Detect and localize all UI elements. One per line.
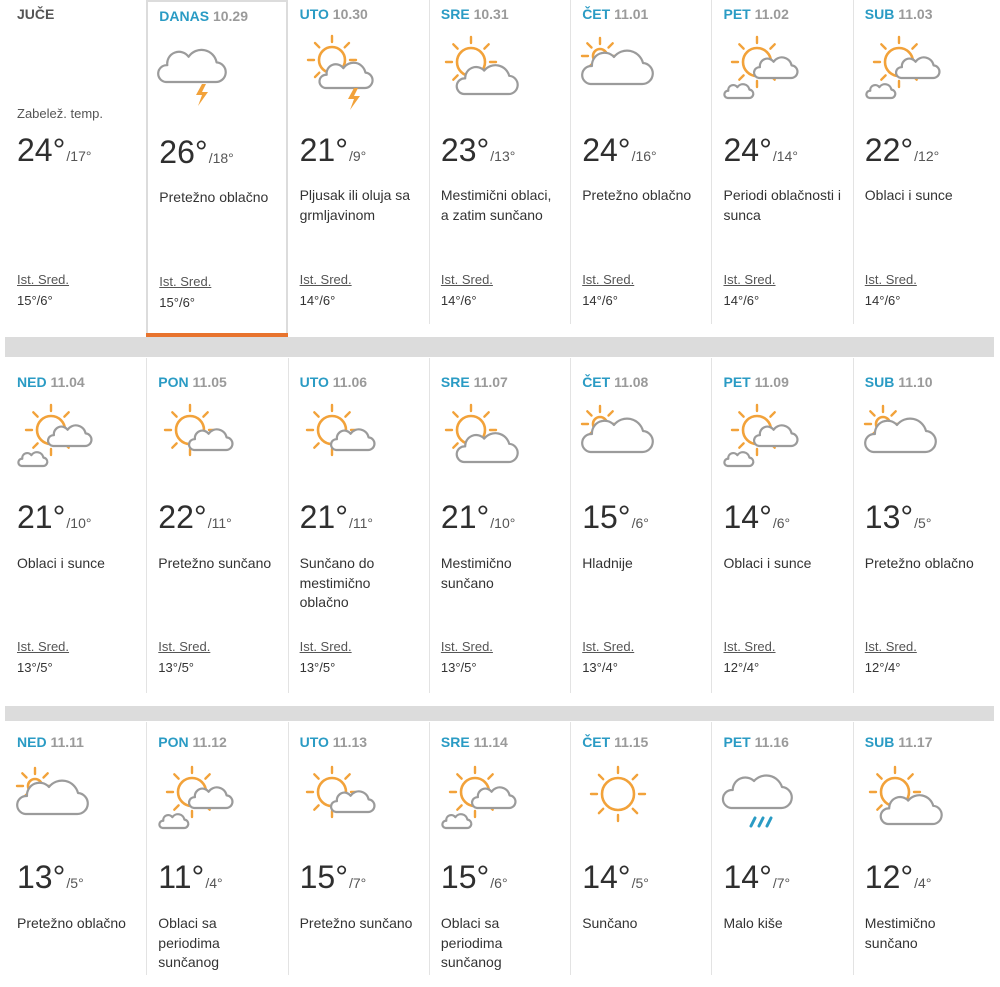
- temperature: [582, 499, 649, 536]
- day-name: SUB: [864, 6, 895, 22]
- high-temp: 21°: [299, 132, 348, 168]
- day-date: 11.14: [473, 734, 508, 750]
- historical-average-link[interactable]: Ist. Sred.: [582, 639, 635, 654]
- historical-average-value: 14°/6°: [582, 293, 618, 308]
- day-name: SRE: [440, 734, 470, 750]
- week-divider: [5, 337, 994, 357]
- temperature: [17, 859, 84, 896]
- temperature: [17, 499, 91, 536]
- day-date: 11.05: [192, 374, 227, 390]
- day-cell[interactable]: [146, 358, 287, 705]
- cloud-small-sun-icon: [580, 398, 662, 480]
- low-temp: /7°: [348, 875, 367, 891]
- day-date: 11.13: [332, 734, 368, 750]
- day-cell[interactable]: [853, 722, 994, 987]
- day-header: [17, 734, 84, 750]
- day-header: [582, 734, 648, 750]
- temperature: [17, 132, 91, 169]
- historical-average-value: 15°/6°: [159, 295, 195, 310]
- day-name: PET: [723, 374, 751, 390]
- day-name: SRE: [440, 6, 470, 22]
- condition-text: Pretežno sunčano: [299, 915, 413, 931]
- historical-average-link[interactable]: Ist. Sred.: [440, 272, 493, 287]
- day-cell[interactable]: [5, 0, 146, 336]
- sun-two-clouds-icon: [439, 760, 521, 842]
- historical-average-link[interactable]: Ist. Sred.: [864, 639, 917, 654]
- historical-average-value: 13°/5°: [158, 660, 194, 675]
- day-cell[interactable]: [288, 0, 429, 336]
- day-header: [158, 374, 227, 390]
- high-temp: 15°: [440, 859, 490, 895]
- week-row-2: [5, 358, 994, 705]
- day-name: UTO: [299, 734, 329, 750]
- historical-average-value: 12°/4°: [723, 660, 760, 675]
- sun-small-cloud-icon: [298, 760, 380, 842]
- day-date: 11.11: [50, 734, 84, 750]
- day-date: 11.15: [614, 734, 649, 750]
- high-temp: 24°: [17, 132, 66, 168]
- day-name: DANAS: [159, 8, 210, 24]
- day-date: 11.02: [754, 6, 789, 22]
- sun-cloud-lightning-icon: [298, 30, 380, 112]
- day-cell[interactable]: [711, 358, 852, 705]
- low-temp: /6°: [490, 875, 508, 891]
- low-temp: /9°: [348, 148, 367, 164]
- day-name: PON: [158, 734, 189, 750]
- low-temp: /10°: [66, 515, 92, 531]
- day-date: 11.01: [614, 6, 649, 22]
- day-name: PET: [723, 734, 751, 750]
- day-date: 11.04: [50, 374, 85, 390]
- high-temp: 12°: [864, 859, 914, 895]
- sun-two-clouds-icon: [863, 30, 945, 112]
- condition-text: Sunčano: [582, 915, 638, 931]
- day-header: [582, 6, 648, 22]
- day-cell[interactable]: [570, 722, 711, 987]
- temperature: [158, 859, 222, 896]
- day-header: [17, 374, 85, 390]
- low-temp: /6°: [772, 515, 791, 531]
- cloud-small-sun-icon: [580, 30, 662, 112]
- historical-average-value: 13°/5°: [17, 660, 53, 675]
- historical-average-value: 14°/6°: [440, 293, 477, 308]
- day-cell[interactable]: [711, 0, 852, 336]
- temperature: [723, 499, 790, 536]
- day-name: SUB: [864, 374, 895, 390]
- day-header: [865, 374, 933, 390]
- low-temp: /10°: [490, 515, 516, 531]
- day-name: PET: [723, 6, 751, 22]
- condition-text: Mestimično sunčano: [440, 555, 512, 591]
- sun-two-clouds-icon: [721, 398, 803, 480]
- temperature: [159, 134, 233, 171]
- sun-big-cloud-icon: [863, 760, 945, 842]
- day-header: [300, 6, 368, 22]
- day-header: [441, 6, 509, 22]
- historical-average-value: 14°/6°: [723, 293, 760, 308]
- historical-average-link[interactable]: Ist. Sred.: [864, 272, 917, 287]
- cloud-rain-icon: [721, 760, 803, 842]
- day-header: [865, 6, 933, 22]
- sun-small-cloud-icon: [298, 398, 380, 480]
- cloud-small-sun-icon: [15, 760, 97, 842]
- day-date: 10.29: [212, 8, 249, 24]
- condition-text: Pretežno oblačno: [17, 915, 126, 931]
- day-cell[interactable]: [570, 358, 711, 705]
- day-name: SRE: [440, 374, 470, 390]
- day-name: SUB: [864, 734, 895, 750]
- low-temp: /11°: [348, 515, 374, 531]
- day-cell[interactable]: [853, 358, 994, 705]
- condition-text: Malo kiše: [723, 915, 783, 931]
- day-cell[interactable]: [711, 722, 852, 987]
- day-cell[interactable]: [288, 358, 429, 705]
- historical-average-link[interactable]: Ist. Sred.: [299, 639, 352, 654]
- day-name: UTO: [299, 6, 329, 22]
- high-temp: 22°: [158, 499, 207, 535]
- low-temp: /4°: [914, 875, 932, 891]
- condition-text: Oblaci sa periodima sunčanog: [158, 915, 220, 970]
- low-temp: /18°: [208, 150, 234, 166]
- low-temp: /13°: [490, 148, 516, 164]
- condition-text: Oblaci i sunce: [723, 555, 812, 571]
- day-cell[interactable]: [853, 0, 994, 336]
- day-name: UTO: [299, 374, 329, 390]
- temperature: [300, 132, 367, 169]
- day-header: [159, 8, 248, 24]
- historical-average-value: 15°/6°: [17, 293, 53, 308]
- day-date: 11.12: [192, 734, 227, 750]
- day-header: [441, 734, 508, 750]
- day-date: 11.06: [332, 374, 368, 390]
- day-cell[interactable]: [288, 722, 429, 987]
- temperature: [158, 499, 231, 536]
- sun-big-cloud-icon: [439, 398, 521, 480]
- temperature: [865, 859, 932, 896]
- historical-average-value: 13°/5°: [440, 660, 477, 675]
- condition-text: Periodi oblačnosti i sunca: [723, 187, 841, 223]
- condition-text: Pljusak ili oluja sa grmljavinom: [299, 187, 411, 223]
- condition-text: Pretežno oblačno: [582, 187, 692, 203]
- day-cell[interactable]: [429, 0, 570, 336]
- low-temp: /6°: [631, 515, 649, 531]
- historical-average-value: 12°/4°: [864, 660, 901, 675]
- condition-text: Oblaci i sunce: [17, 555, 105, 571]
- temperature: [441, 132, 515, 169]
- low-temp: /11°: [207, 515, 232, 531]
- sun-big-cloud-icon: [439, 30, 521, 112]
- historical-average-link[interactable]: Ist. Sred.: [299, 272, 352, 287]
- temperature: [865, 499, 932, 536]
- high-temp: 26°: [159, 134, 208, 170]
- day-cell[interactable]: [5, 358, 146, 705]
- historical-average-link[interactable]: Ist. Sred.: [17, 639, 70, 654]
- historical-average-link[interactable]: Ist. Sred.: [159, 274, 212, 289]
- condition-text: Oblaci i sunce: [864, 187, 953, 203]
- sun-two-clouds-icon: [156, 760, 238, 842]
- recorded-temp-label: Zabelež. temp.: [17, 106, 103, 121]
- low-temp: /5°: [66, 875, 84, 891]
- high-temp: 15°: [299, 859, 348, 895]
- day-cell[interactable]: [429, 722, 570, 987]
- day-date: 11.16: [754, 734, 789, 750]
- week-row-1: [5, 0, 994, 336]
- high-temp: 21°: [440, 499, 490, 535]
- day-name: NED: [17, 374, 47, 390]
- day-cell[interactable]: [5, 722, 146, 987]
- day-date: 11.09: [754, 374, 789, 390]
- low-temp: /17°: [66, 148, 92, 164]
- day-date: 11.17: [898, 734, 933, 750]
- high-temp: 11°: [158, 859, 205, 895]
- day-cell[interactable]: [146, 0, 287, 336]
- high-temp: 24°: [723, 132, 772, 168]
- temperature: [865, 132, 939, 169]
- high-temp: 23°: [440, 132, 490, 168]
- day-header: [158, 734, 227, 750]
- day-name: PON: [158, 374, 189, 390]
- day-header: [723, 374, 788, 390]
- day-header: [723, 734, 788, 750]
- condition-text: Mestimični oblaci, a zatim sunčano: [440, 187, 552, 223]
- temperature: [441, 859, 508, 896]
- historical-average-link[interactable]: Ist. Sred.: [723, 639, 776, 654]
- historical-average-link[interactable]: Ist. Sred.: [582, 272, 635, 287]
- temperature: [441, 499, 515, 536]
- sun-small-cloud-icon: [156, 398, 238, 480]
- high-temp: 14°: [582, 859, 631, 895]
- condition-text: Oblaci sa periodima sunčanog: [440, 915, 503, 970]
- week-divider: [5, 706, 994, 721]
- low-temp: /4°: [205, 875, 223, 891]
- day-name: ČET: [582, 6, 611, 22]
- sun-icon: [580, 760, 662, 842]
- day-date: 10.30: [332, 6, 368, 22]
- day-cell[interactable]: [146, 722, 287, 987]
- condition-text: Mestimično sunčano: [864, 915, 936, 951]
- high-temp: 22°: [864, 132, 914, 168]
- condition-text: Hladnije: [582, 555, 633, 571]
- cloud-lightning-icon: [157, 32, 239, 114]
- condition-text: Pretežno oblačno: [159, 189, 269, 205]
- historical-average-link[interactable]: Ist. Sred.: [723, 272, 776, 287]
- temperature: [300, 499, 373, 536]
- temperature: [582, 132, 656, 169]
- high-temp: 13°: [864, 499, 914, 535]
- day-date: 11.03: [898, 6, 933, 22]
- day-date: 10.31: [473, 6, 509, 22]
- cloud-small-sun-icon: [863, 398, 945, 480]
- day-name: ČET: [582, 734, 611, 750]
- day-header: [582, 374, 648, 390]
- low-temp: /5°: [631, 875, 649, 891]
- high-temp: 14°: [723, 499, 772, 535]
- historical-average-value: 13°/4°: [582, 660, 618, 675]
- historical-average-value: 14°/6°: [299, 293, 336, 308]
- day-header: [300, 374, 367, 390]
- high-temp: 15°: [582, 499, 631, 535]
- day-cell[interactable]: [429, 358, 570, 705]
- day-date: 11.08: [614, 374, 649, 390]
- high-temp: 13°: [17, 859, 66, 895]
- historical-average-link[interactable]: Ist. Sred.: [158, 639, 211, 654]
- high-temp: 24°: [582, 132, 631, 168]
- day-date: 11.10: [898, 374, 933, 390]
- temperature: [300, 859, 367, 896]
- high-temp: 14°: [723, 859, 772, 895]
- condition-text: Pretežno sunčano: [158, 555, 272, 571]
- day-name: NED: [17, 734, 47, 750]
- historical-average-value: 14°/6°: [864, 293, 901, 308]
- low-temp: /14°: [772, 148, 798, 164]
- day-header: [300, 734, 367, 750]
- sun-two-clouds-icon: [15, 398, 97, 480]
- low-temp: /12°: [914, 148, 940, 164]
- day-cell[interactable]: [570, 0, 711, 336]
- day-header: [441, 374, 508, 390]
- historical-average-value: 13°/5°: [299, 660, 336, 675]
- high-temp: 21°: [299, 499, 348, 535]
- sun-two-clouds-icon: [721, 30, 803, 112]
- historical-average-link[interactable]: Ist. Sred.: [440, 639, 493, 654]
- low-temp: /7°: [772, 875, 791, 891]
- high-temp: 21°: [17, 499, 66, 535]
- day-header: [17, 6, 54, 22]
- day-date: 11.07: [473, 374, 508, 390]
- condition-text: Sunčano do mestimično oblačno: [299, 555, 375, 610]
- week-row-3: [5, 722, 994, 987]
- low-temp: /16°: [631, 148, 657, 164]
- condition-text: Pretežno oblačno: [864, 555, 974, 571]
- historical-average-link[interactable]: Ist. Sred.: [17, 272, 70, 287]
- temperature: [723, 132, 797, 169]
- day-header: [865, 734, 933, 750]
- low-temp: /5°: [914, 515, 932, 531]
- day-name: ČET: [582, 374, 611, 390]
- day-header: [723, 6, 788, 22]
- day-name: JUČE: [17, 6, 55, 22]
- temperature: [582, 859, 649, 896]
- temperature: [723, 859, 790, 896]
